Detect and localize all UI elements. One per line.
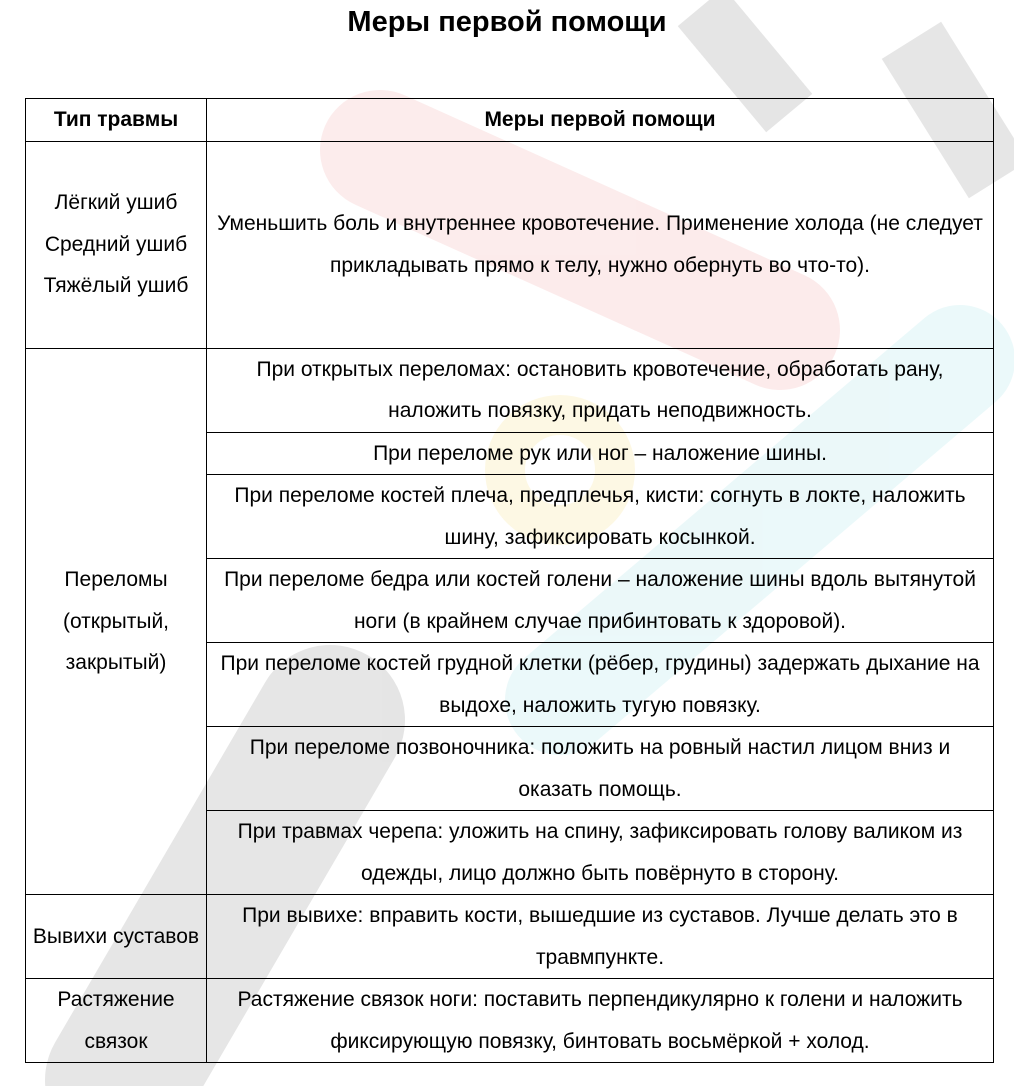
first-aid-measure-cell: При переломе костей грудной клетки (рёбер, грудины) задержать дыхание на выдохе, наложить тугую повязку. — [207, 643, 994, 727]
injury-type-text: Растяжение связок — [57, 988, 175, 1053]
page-title: Меры первой помощи — [347, 6, 667, 38]
header-first-aid-measures: Меры первой помощи — [207, 99, 994, 142]
first-aid-measure-cell: При переломе рук или ног – наложение шины. — [207, 432, 994, 475]
injury-type-text: Лёгкий ушиб — [54, 191, 178, 215]
injury-type-cell — [26, 348, 207, 895]
first-aid-measure-cell: Растяжение связок ноги: поставить перпендикулярно к голени и наложить фиксирующую повязку, бинтовать восьмёркой + холод. — [207, 979, 994, 1063]
first-aid-measure-cell: При травмах черепа: уложить на спину, зафиксировать голову валиком из одежды, лицо должно быть повёрнуто в сторону. — [207, 811, 994, 895]
first-aid-measure-cell: При переломе бедра или костей голени – наложение шины вдоль вытянутой ноги (в крайнем случае прибинтовать к здоровой). — [207, 559, 994, 643]
table-body — [26, 141, 994, 1063]
table-header-row — [26, 99, 994, 142]
injury-type-text: Средний ушиб — [44, 232, 188, 256]
injury-type-text: Тяжёлый ушиб — [43, 274, 189, 298]
first-aid-table — [25, 98, 994, 1063]
first-aid-measure-cell: При переломе костей плеча, предплечья, кисти: согнуть в локте, наложить шину, зафиксировать косынкой. — [207, 475, 994, 559]
table-row — [26, 895, 994, 979]
injury-type-text: Переломы (открытый, закрытый) — [62, 568, 170, 674]
injury-type-cell — [26, 141, 207, 348]
header-injury-type: Тип травмы — [26, 99, 207, 142]
first-aid-measure-cell: При открытых переломах: остановить кровотечение, обработать рану, наложить повязку, придать неподвижность. — [207, 348, 994, 432]
first-aid-measure-cell: Уменьшить боль и внутреннее кровотечение. Применение холода (не следует прикладывать прямо к телу, нужно обернуть во что-то). — [207, 141, 994, 348]
table-row — [26, 348, 994, 432]
table-row — [26, 141, 994, 348]
first-aid-measure-cell: При переломе позвоночника: положить на ровный настил лицом вниз и оказать помощь. — [207, 727, 994, 811]
injury-type-text: Вывихи суставов — [32, 924, 200, 948]
injury-type-cell — [26, 895, 207, 979]
first-aid-measure-cell: При вывихе: вправить кости, вышедшие из суставов. Лучше делать это в травмпункте. — [207, 895, 994, 979]
injury-type-cell — [26, 979, 207, 1063]
table-row — [26, 979, 994, 1063]
